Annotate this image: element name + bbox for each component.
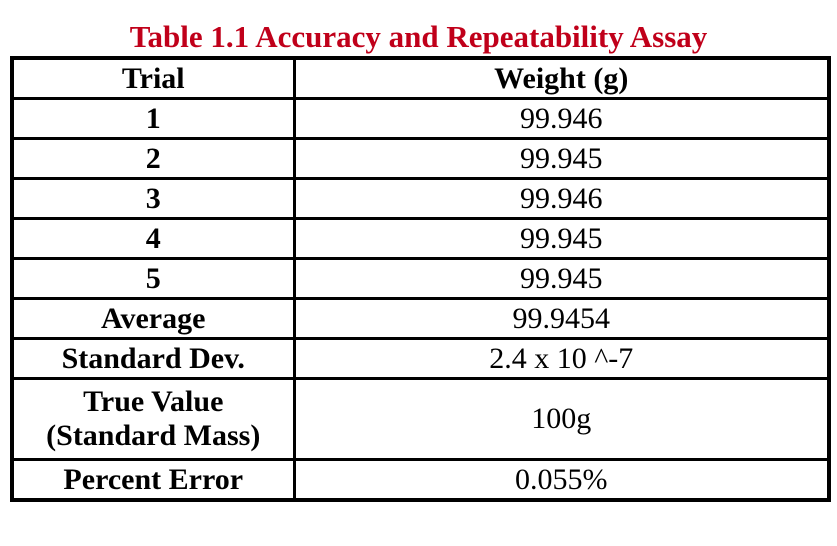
standard-dev-label: Standard Dev. — [12, 339, 294, 379]
percent-error-label: Percent Error — [12, 460, 294, 501]
table-row — [12, 139, 829, 179]
table-row — [12, 259, 829, 299]
trial-label: 5 — [12, 259, 294, 299]
table-row — [12, 99, 829, 139]
column-header-trial: Trial — [12, 58, 294, 99]
percent-error-value: 0.055% — [294, 460, 829, 501]
weight-value: 99.945 — [294, 139, 829, 179]
table-header-row — [12, 58, 829, 99]
table-row-percent-error — [12, 460, 829, 501]
trial-label: 3 — [12, 179, 294, 219]
table-row — [12, 179, 829, 219]
true-value-label — [12, 379, 294, 460]
table-row — [12, 219, 829, 259]
weight-value: 99.946 — [294, 99, 829, 139]
table-title: Table 1.1 Accuracy and Repeatability Assay — [129, 19, 708, 54]
average-value: 99.9454 — [294, 299, 829, 339]
average-label: Average — [12, 299, 294, 339]
trial-label: 1 — [12, 99, 294, 139]
standard-dev-value: 2.4 x 10 ^-7 — [294, 339, 829, 379]
weight-value: 99.945 — [294, 259, 829, 299]
true-value-label-line2: (Standard Mass) — [46, 419, 261, 452]
assay-table — [10, 56, 831, 502]
table-row-average — [12, 299, 829, 339]
trial-label: 4 — [12, 219, 294, 259]
true-value-label-line1: True Value — [83, 385, 224, 418]
column-header-weight: Weight (g) — [294, 58, 829, 99]
weight-value: 99.945 — [294, 219, 829, 259]
weight-value: 99.946 — [294, 179, 829, 219]
table-row-standard-dev — [12, 339, 829, 379]
table-row-true-value — [12, 379, 829, 460]
trial-label: 2 — [12, 139, 294, 179]
true-value-value: 100g — [294, 379, 829, 460]
